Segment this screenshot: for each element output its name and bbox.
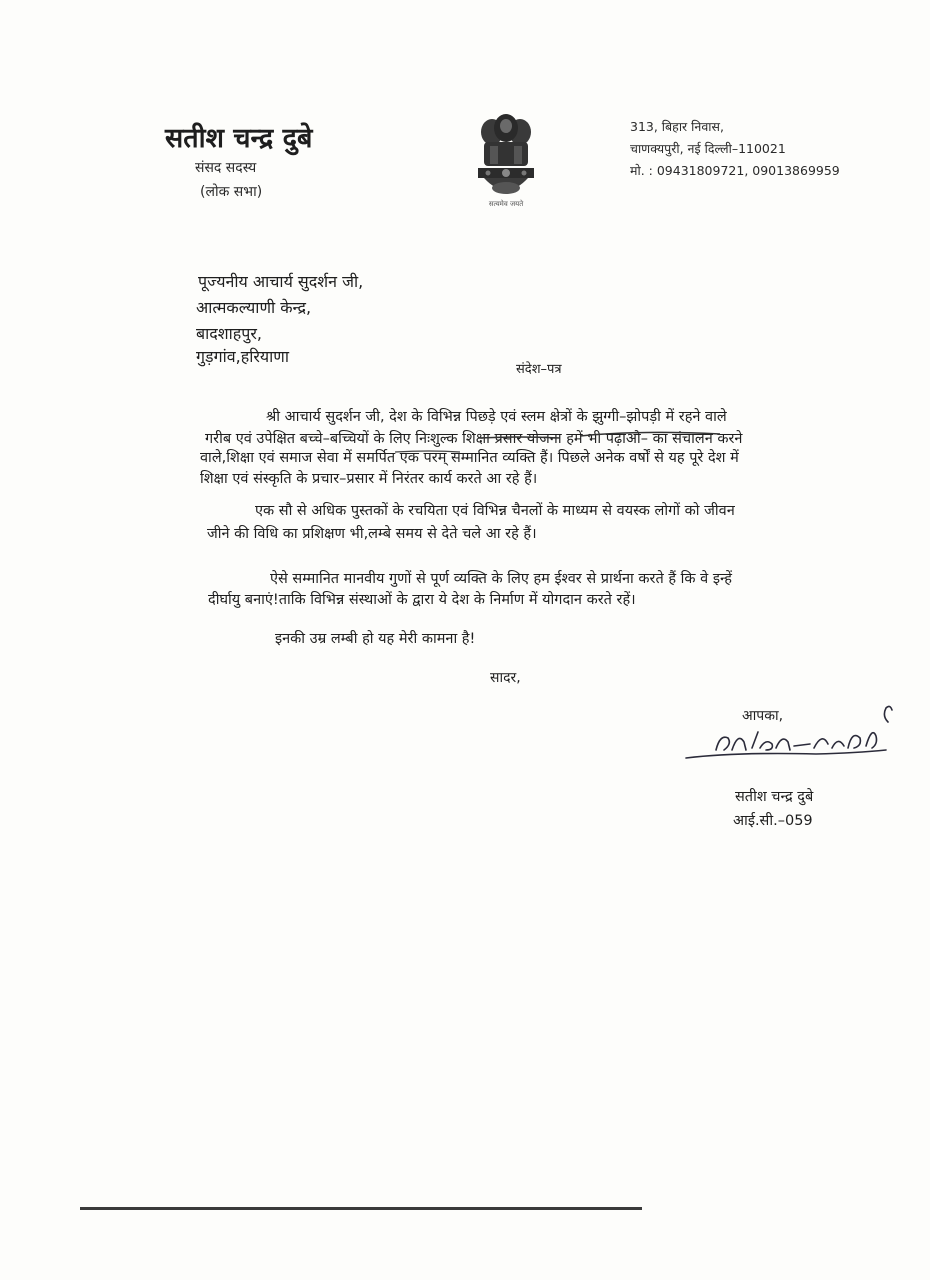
wish-line: इनकी उम्र लम्बी हो यह मेरी कामना है!: [275, 631, 476, 647]
recipient-line: गुड़गांव,हरियाणा: [196, 347, 290, 366]
closing-yours: आपका,: [742, 708, 784, 724]
emblem-motto: सत्यमेव जयते: [488, 200, 524, 208]
sender-name: सतीश चन्द्र दुबे: [165, 123, 313, 154]
recipient-line: आत्मकल्याणी केन्द्र,: [196, 298, 312, 317]
body-line: जीने की विधि का प्रशिक्षण भी,लम्बे समय से देते चले आ रहे हैं।: [207, 526, 537, 542]
address-line: 313, बिहार निवास,: [630, 119, 724, 134]
address-line: चाणक्यपुरी, नई दिल्ली–110021: [630, 141, 786, 156]
closing-regards: सादर,: [490, 670, 521, 686]
recipient-line: पूज्यनीय आचार्य सुदर्शन जी,: [198, 272, 364, 291]
body-line: वाले,शिक्षा एवं समाज सेवा में समर्पित एक परम् सम्मानित व्यक्ति हैं। पिछले अनेक वर्षों से यह पूरे देश में: [200, 450, 739, 466]
footer-rule: [80, 1207, 642, 1210]
letter-subject: संदेश–पत्र: [516, 362, 562, 377]
sender-house: (लोक सभा): [200, 184, 263, 200]
handwritten-signature: [676, 692, 906, 772]
signatory-name: सतीश चन्द्र दुबे: [735, 789, 814, 805]
body-line: एक सौ से अधिक पुस्तकों के रचयिता एवं विभिन्न चैनलों के माध्यम से वयस्क लोगों को जीवन: [255, 503, 735, 519]
signatory-id: आई.सी.–059: [733, 813, 813, 829]
body-line: ऐसे सम्मानित मानवीय गुणों से पूर्ण व्यक्ति के लिए हम ईश्वर से प्रार्थना करते हैं कि वे इन्हें: [270, 571, 732, 587]
sender-role: संसद सदस्य: [195, 160, 257, 176]
body-line: श्री आचार्य सुदर्शन जी, देश के विभिन्न पिछड़े एवं स्लम क्षेत्रों के झुग्गी–झोपड़ी में रहने वाले: [266, 409, 727, 425]
address-line: मो. : 09431809721, 09013869959: [630, 163, 840, 178]
body-line: शिक्षा एवं संस्कृति के प्रचार–प्रसार में निरंतर कार्य करते आ रहे हैं।: [200, 471, 538, 487]
body-line: गरीब एवं उपेक्षित बच्चे–बच्चियों के लिए निःशुल्क शिक्षा प्रसार योजना हमें भी पढ़ाओ– का संचालन करने: [205, 431, 743, 447]
body-line: दीर्घायु बनाएं!ताकि विभिन्न संस्थाओं के द्वारा ये देश के निर्माण में योगदान करते रहें।: [208, 592, 636, 608]
recipient-line: बादशाहपुर,: [196, 324, 263, 343]
